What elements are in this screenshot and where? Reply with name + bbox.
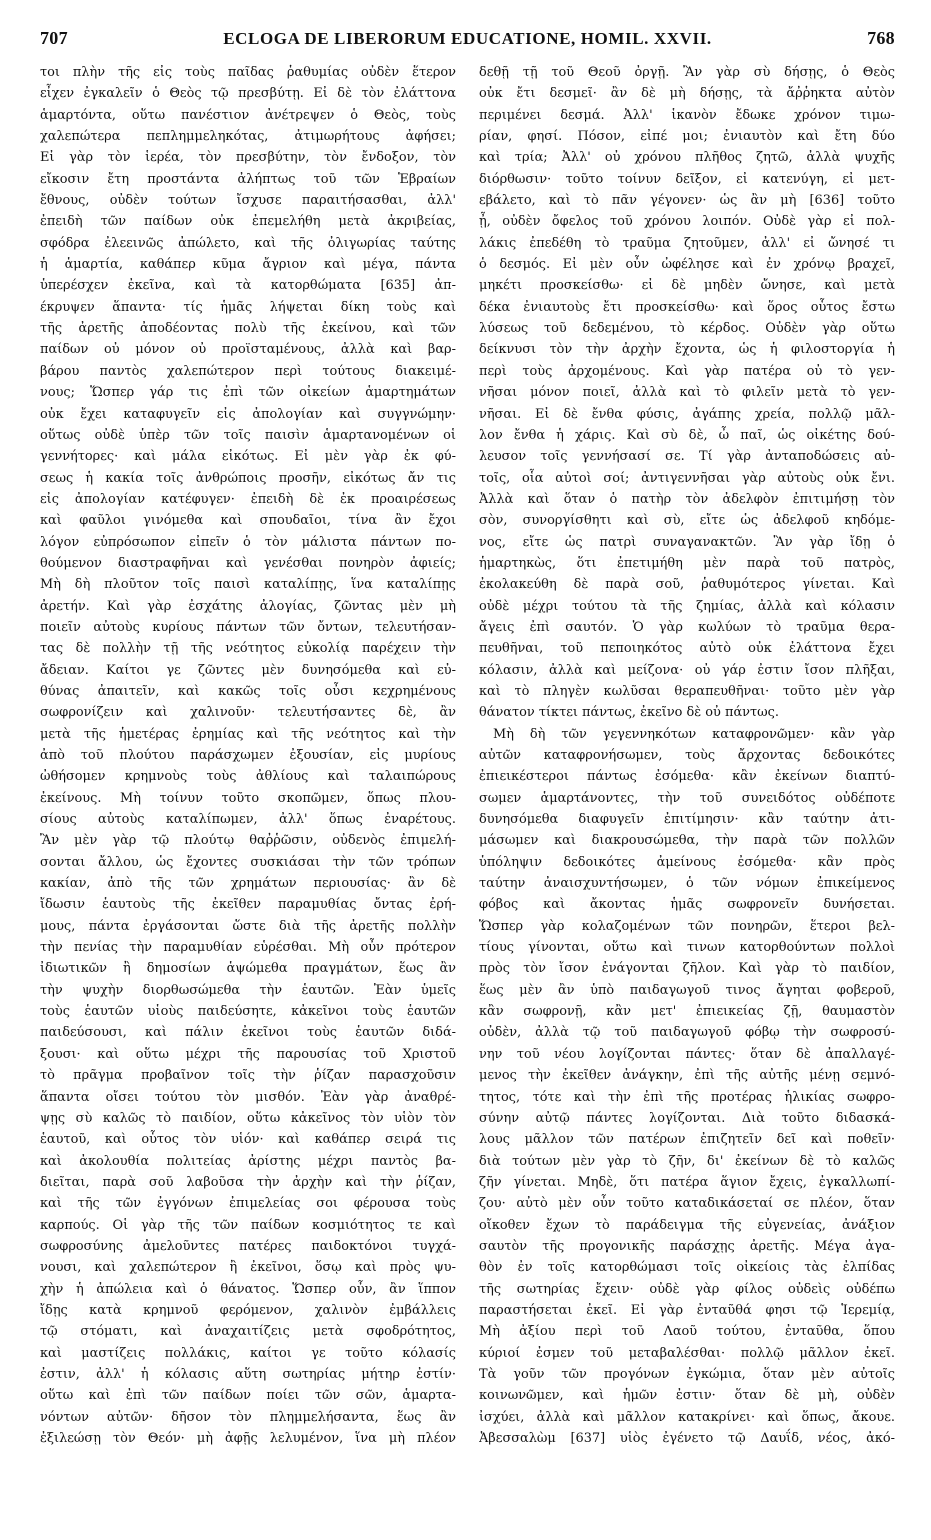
text-line: ὠθήσομεν κρημνοὺς τοὺς ἀθλίους καὶ ταλαιπώρους xyxy=(40,769,456,785)
text-line: παίδων οὐ μόνον οὐ προϊσταμένους, ἀλλὰ καὶ βαρ- xyxy=(40,342,456,358)
text-line: βάρου παντὸς χαλεπώτερον περὶ τούτους διακειμέ- xyxy=(40,363,456,379)
text-line: νόντων αὐτῶν· δῆσον τὸν πλημμελήσαντα, ἕως ἂν xyxy=(40,1409,456,1425)
text-line: σὸν, συνοργίσθητι καὶ σὺ, εἴτε ὡς ἀδελφοῦ κηδόμε- xyxy=(479,513,895,529)
text-line: μετὰ τῆς ἡμετέρας ἐρημίας καὶ τῆς νεότητος καὶ τὴν xyxy=(40,726,456,742)
text-line: καὶ τρία; Ἀλλ' οὐ χρόνου πλῆθος ζητῶ, ἀλλὰ ψυχῆς xyxy=(479,150,895,166)
text-line: κόλασιν, ἀλλὰ καὶ μείζονα· οὐ γάρ ἐστιν ἴσον πλῆξαι, xyxy=(479,662,895,678)
text-line: ἅπαντα οἴσει τούτου τὸν μισθόν. Ἐὰν γὰρ ἀναθρέ- xyxy=(40,1089,456,1105)
text-line: ἐξιλεώσῃ τὸν Θεόν· μὴ ἀφῇς λελυμένον, ἵνα μὴ πλέον xyxy=(40,1431,456,1446)
text-line: ἄδειαν. Καίτοι γε ζῶντες μὲν δυνησόμεθα καὶ εὐ- xyxy=(40,662,456,678)
text-line: ἕως μὲν ἂν ὑπὸ παιδαγωγοῦ τινος ἄγηται φοβεροῦ, xyxy=(479,982,895,998)
text-line: οἴκοθεν ἔχων τὸ παράδειγμα τῆς εὐγενείας, ἀνάξιον xyxy=(479,1217,895,1233)
text-line: ἀπὸ τοῦ πλούτου παράσχωμεν ἐξουσίαν, εἰς μυρίους xyxy=(40,748,456,763)
text-line: ποιεῖν αὐτοὺς κυρίους πάντων τῶν ὄντων, τελευτήσαν- xyxy=(40,619,456,635)
running-head xyxy=(40,28,895,58)
text-line: ζῆν γίνεται. Μηδὲ, ὅτι πατέρα ἅγιον ἔχεις, ἐγκαλλωπί- xyxy=(479,1174,895,1190)
text-line: νους; Ὥσπερ γάρ τις ἐπὶ τῶν οἰκείων ἁμαρτημάτων xyxy=(40,385,456,401)
text-line: περὶ τοὺς ἀρχομένους. Καὶ γὰρ πατέρα οὐ τὸ γεν- xyxy=(479,363,895,379)
text-line: τοῖς, οἷα αὐτοὶ σοί; ἀντιγεννῆσαι γὰρ αὐτοὺς οὐκ ἔνι. xyxy=(479,470,895,486)
text-line: τοι πλὴν τῆς εἰς τοὺς παῖδας ῥαθυμίας οὐδὲν ἕτερον xyxy=(40,65,456,80)
text-line: ἄγεις ἐπὶ σαυτόν. Ὁ γὰρ κωλύων τὸ τραῦμα θερα- xyxy=(479,619,895,635)
text-line: γεννήτορες· καὶ μάλα εἰκότως. Εἰ μὲν γὰρ ἐκ φύ- xyxy=(40,449,456,465)
text-line: μηκέτι προσκείσθω· εἰ δὲ μηδὲν ὤνησε, καὶ μετὰ xyxy=(479,278,895,294)
text-line: παραστήσεται ἐκεῖ. Εἰ γὰρ ἐνταῦθά φησι τῷ Ἱερεμίᾳ, xyxy=(479,1302,895,1318)
text-line: σίους αὐτοὺς καταλίπωμεν, ἀλλ' ὅπως ἐναρέτους. xyxy=(40,812,456,828)
text-line: διὰ τούτων μὲν γὰρ τὸ ζῆν, δι' ἐκείνων δὲ τὸ καλῶς xyxy=(479,1153,895,1169)
text-line: ἁμαρτόντα, οὕτω πανέστιον ἀνέτρεψεν ὁ Θεὸς, τοὺς xyxy=(40,107,456,123)
text-line: τὸ πρᾶγμα προβαῖνον τοῖς τὴν ῥίζαν παρασχοῦσιν xyxy=(40,1068,456,1084)
text-line: ἐστιν, ἀλλ' ἡ κόλασις αὕτη σωτηρίας μήτηρ ἐστίν· xyxy=(40,1366,456,1382)
text-line: τοὺς ἑαυτῶν υἱοὺς παιδεύσητε, κἀκεῖνοι τοὺς ἑαυτῶν xyxy=(40,1004,456,1020)
text-line: ἐκολακεύθη δὲ παρὰ σοῦ, ῥαθυμότερος γίνεται. Καὶ xyxy=(479,577,895,593)
text-line: τὴν ψυχὴν διορθωσώμεθα τὴν ἑαυτῶν. Ἐὰν ὑμεῖς xyxy=(40,982,456,998)
text-line: οὐκ ἔχει καταφυγεῖν εἰς ἀπολογίαν καὶ συγγνώμην· xyxy=(40,406,456,422)
text-line: τῷ στόματι, καὶ ἀναχαιτίζεις μετὰ σφοδρότητος, xyxy=(40,1324,456,1340)
text-line: μενος τὴν ἐκεῖθεν ἀνάγκην, ἐπὶ τῆς αὐτῆς μένῃ σεμνό- xyxy=(479,1068,895,1084)
text-line: δεθῇ τῇ τοῦ Θεοῦ ὀργῇ. Ἂν γὰρ σὺ δήσῃς, ὁ Θεὸς xyxy=(479,65,895,80)
text-line: ξουσι· καὶ οὕτω μέχρι τῆς παρουσίας τοῦ Χριστοῦ xyxy=(40,1046,456,1062)
text-line: λους μᾶλλον τῶν πατέρων ἐπιζητεῖν δεῖ καὶ ποθεῖν· xyxy=(479,1132,895,1148)
text-line: θούμενον διαστραφῆναι καὶ γενέσθαι πονηρὸν ἀφιείς; xyxy=(40,555,456,571)
text-line: ἰδιωτικῶν ἢ δημοσίων ἁψώμεθα πραγμάτων, ἕως ἂν xyxy=(40,961,456,977)
text-line: διόρθωσιν· τοῦτο τοίνυν δεῖξον, εἰ κατενύγη, εἰ μετ- xyxy=(479,171,895,187)
text-line: πευθῆναι, τοῦ πεποιηκότος αὐτὸ οὐκ ἐλάττονα ἔχει xyxy=(479,641,895,657)
text-line: οὐδὲ μέχρι τούτου τὰ τῆς ζημίας, ἀλλὰ καὶ κόλασιν xyxy=(479,598,895,614)
text-line: ἡμαρτηκὼς, ὅτι ἐπετιμήθη μὲν παρὰ τοῦ πατρὸς, xyxy=(479,555,895,571)
text-line: νος, εἴτε ὡς πατρὶ συναγανακτῶν. Ἂν γὰρ ἴδῃ ὁ xyxy=(479,534,895,550)
text-line: ἴδῃς κατὰ κρημνοῦ φερόμενον, χαλινὸν ἐμβάλλεις xyxy=(40,1302,456,1318)
text-line: τῆς ἀρετῆς ἀποδέοντας πολὺ τῆς ἐκείνου, καὶ τῶν xyxy=(40,321,456,337)
text-line: οὐκ ἔτι δεσμεῖ· ἂν δὲ μὴ δήσῃς, τὰ ἄῤῥηκτα αὐτὸν xyxy=(479,86,895,102)
text-line: ρίαν, φησί. Πόσον, εἰπέ μοι; ἐνιαυτὸν καὶ ἔτη δύο xyxy=(479,129,895,145)
text-line: έκρυψεν ἅπαντα· τίς ἡμᾶς λήψεται δίκη τοὺς καὶ xyxy=(40,299,456,315)
text-line: νουσι, καὶ χαλεπώτερον ἢ ἐκεῖνοι, ὅσῳ καὶ πρὸς ψυ- xyxy=(40,1260,456,1276)
text-line: σονται ἄλλου, ὡς ἔχοντες συσκιάσαι τὴν τῶν τρόπων xyxy=(40,854,456,870)
text-line: Ὥσπερ γὰρ κολαζομένων τῶν πονηρῶν, ἕτεροι βελ- xyxy=(479,918,895,934)
text-line: ἐκείνους. Μὴ τοίνυν τοῦτο σκοπῶμεν, ὅπως πλου- xyxy=(40,790,456,806)
text-line: ἐπιεικέστεροι πάντως ἐσόμεθα· κἂν ἐκείνων διαπτύ- xyxy=(479,769,895,785)
text-line: θὸν ἐν τοῖς κατορθώμασι τοῖς οἰκείοις τὰς ἐλπίδας xyxy=(479,1260,895,1276)
text-line: Ἂν μὲν γὰρ τῷ πλούτῳ θαῤῥῶσιν, οὐδενὸς ἐπιμελή- xyxy=(40,833,456,849)
text-line: καὶ φαῦλοι γινόμεθα καὶ σπουδαῖοι, τίνα ἂν ἔχοι xyxy=(40,513,456,529)
text-line: ἔθνους, οὐδὲν τούτων ἴσχυσε παραιτήσασθαι, ἀλλ' xyxy=(40,193,456,209)
text-line: δυνησόμεθα διαφυγεῖν ἐπιτίμησιν· κἂν ταύτην ἀτι- xyxy=(479,812,895,828)
text-line: καρπούς. Οἱ γὰρ τῆς τῶν παίδων κοσμιότητος τε καὶ xyxy=(40,1217,456,1233)
right-page-number: 768 xyxy=(867,28,895,48)
text-line: μάσωμεν καὶ διακρουσώμεθα, τὴν παρὰ τῶν πολλῶν xyxy=(479,833,895,849)
text-line: Ἀβεσσαλὼμ [637] υἱὸς ἐγένετο τῷ Δαυΐδ, νέος, ἀκό- xyxy=(479,1431,895,1446)
text-line: ἴδωσιν ἑαυτοὺς τῆς ἐκεῖθεν παραμυθίας ὄντας ἐρή- xyxy=(40,897,456,913)
text-line: ὑπερέσχεν ἐκεῖνα, καὶ τὰ κατορθώματα [635] ἀπ- xyxy=(40,278,456,294)
text-line: σαυτὸν τῆς προγονικῆς παράσχῃς ἀρετῆς. Μέγα ἀγα- xyxy=(479,1238,895,1254)
left-column xyxy=(40,62,456,1449)
text-line: Τὰ γοῦν τῶν προγόνων ἐγκώμια, ὅταν μὲν αὐτοῖς xyxy=(479,1366,895,1382)
text-line: τίους γίνονται, οὕτω καὶ τινων κατορθούντων πολλοὶ xyxy=(479,940,895,956)
text-line: ἰσχύει, ἀλλὰ καὶ μᾶλλον κατακρίνει· καὶ ὅπως, ἄκουε. xyxy=(479,1409,895,1425)
text-line: λον ἔνθα ἡ χάρις. Καὶ σὺ δὲ, ὦ παῖ, ὡς οἰκέτης δού- xyxy=(479,427,895,443)
text-line: τητος, τότε καὶ τὴν ἐπὶ τῆς προτέρας ἡλικίας σωφρο- xyxy=(479,1089,895,1105)
text-line: ψῃς σὺ καλῶς τὸ παιδίον, οὕτω κἀκεῖνος τὸν υἱὸν τὸν xyxy=(40,1110,456,1126)
text-line: σφόδρα ἐλεεινῶς ἀπώλετο, καὶ τῆς ὀλιγωρίας ταύτης xyxy=(40,235,456,251)
text-line: λύσεως τοῦ δεδεμένου, τὸ κέρδος. Οὐδὲν γὰρ οὕτω xyxy=(479,321,895,337)
text-line: ᾖ, οὐδὲν ὄφελος τοῦ χρόνου λοιπόν. Οὐδὲ γὰρ εἰ πολ- xyxy=(479,214,895,230)
text-line: εβάλετο, καὶ τὸ πᾶν γέγονεν· ὡς ἂν μὴ [636] τοῦτο xyxy=(479,193,895,209)
text-line: θάνατον τίκτει πάντως, ἐκεῖνο δὲ οὐ πάντως. xyxy=(479,705,779,721)
text-line: εἴκοσιν ἔτη προστάντα ἀλήπτως τοῦ τῶν Ἑβραίων xyxy=(40,171,456,187)
text-line: διεῖται, παρὰ σοῦ λαβοῦσα τὴν ἀρχὴν καὶ τὴν ῥίζαν, xyxy=(40,1174,456,1190)
text-line: σωφρονίζειν καὶ χαλινοῦν· τελευτήσαντες δὲ, ἂν xyxy=(40,705,456,721)
text-line: Μὴ δὴ τῶν γεγεννηκότων καταφρονῶμεν· κἂν γὰρ xyxy=(493,726,895,742)
text-line: φόβος καὶ ἄκοντας ἡμᾶς σωφρονεῖν δυνήσεται. xyxy=(479,897,895,913)
text-line: Μὴ δὴ πλοῦτον τοῖς παισὶ καταλίπῃς, ἵνα καταλίπῃς xyxy=(40,577,456,593)
text-line: ὑπόληψιν δεδοικότες ἀμείνους ἐσόμεθα· κἂν πρὸς xyxy=(479,854,895,870)
text-line: σωμεν ἁμαρτάνοντες, τὴν τοῦ συνειδότος οὐδέποτε xyxy=(479,790,895,806)
running-title: ECLOGA DE LIBERORUM EDUCATIONE, HOMIL. XXVII. xyxy=(223,29,712,48)
text-line: σεως ἡ κακία τοῖς ἀνθρώποις προσῆν, εἰκότως ἄν τις xyxy=(40,470,456,486)
text-line: κἂν σωφρονῇ, κἂν μετ' ἐπιεικείας ζῇ, θαυμαστὸν xyxy=(479,1004,895,1020)
text-line: εἰς ἀπολογίαν κατέφυγεν· ἐπειδὴ δὲ ἐκ προαιρέσεως xyxy=(40,491,456,507)
text-line: χαλεπώτερα πεπλημμεληκότας, ἀτιμωρήτους ἀφήσει; xyxy=(40,129,456,145)
text-line: κύριοί ἐσμεν τοῦ μεταβαλέσθαι· πολλῷ μᾶλλον ἐκεῖ. xyxy=(479,1345,895,1361)
text-line: σύνην αὐτῷ πάντες λογίζονται. Διὰ τοῦτο διδασκά- xyxy=(479,1110,895,1126)
text-line: τας δὲ πολλὴν τῇ τῆς νεότητος εὐκολίᾳ παρέχειν τὴν xyxy=(40,641,456,657)
text-line: νῆσαι. Εἰ δὲ ἔνθα φύσις, ἀγάπης χρεία, πολλῷ μᾶλ- xyxy=(479,406,895,422)
text-line: σωφροσύνης ἀμελοῦντες πατέρες παιδοκτόνοι τυγχά- xyxy=(40,1238,456,1254)
text-line: ὁ δεσμός. Εἰ μὲν οὖν ὠφέλησε καὶ ἐν χρόνῳ βραχεῖ, xyxy=(479,257,895,273)
text-line: Ἀλλὰ καὶ ὅταν ὁ πατὴρ τὸν ἀδελφὸν ἐπιτιμήσῃ τὸν xyxy=(479,491,895,507)
text-line: τῆς σωτηρίας ἔχειν· οὐδὲ γὰρ φίλος οὐδεὶς οὐδέπω xyxy=(479,1281,895,1297)
text-columns xyxy=(40,62,895,1449)
text-line: νην τοῦ νέου λογίζονται πάντες· ὅταν δὲ ἀπαλλαγέ- xyxy=(479,1046,895,1062)
text-line: ἡ ἁμαρτία, καθάπερ κῦμα ἄγριον καὶ μέγα, πάντα xyxy=(40,257,456,273)
text-line: κακίαν, ἀπὸ τῆς τῶν χρημάτων περιουσίας· ἂν δὲ xyxy=(40,876,456,892)
text-line: οὕτως οὐδὲ ὑπὲρ τῶν τοῖς παισὶν ἁμαρτανομένων οἱ xyxy=(40,427,456,443)
right-column xyxy=(479,62,895,1449)
text-line: οὕτω καὶ ἐπὶ τῶν παίδων ποίει τῶν σῶν, ἁμαρτα- xyxy=(40,1388,456,1404)
text-line: νῆσαι μόνον ποιεῖ, ἀλλὰ καὶ τὸ φιλεῖν μετὰ τὸ γεν- xyxy=(479,385,895,401)
text-line: μους, πάντα ἐργάσονται ὥστε διὰ τῆς ἀρετῆς πολλὴν xyxy=(40,918,456,934)
text-line: κοινωνῶμεν, καὶ ἡμῶν ἐστιν· ὅταν δὲ μὴ, οὐδὲν xyxy=(479,1388,895,1404)
text-line: ταύτην ἀναισχυντήσωμεν, ὁ τῶν νόμων ἐπικείμενος xyxy=(479,876,895,892)
text-line: καὶ τὸ πληγὲν κωλῦσαι θεραπευθῆναι· τοῦτο μὲν γὰρ xyxy=(479,683,895,699)
text-line: ἑαυτοῦ, καὶ οὗτος τὸν υἱόν· καὶ καθάπερ σειρά τις xyxy=(40,1132,456,1148)
text-line: παιδεύσουσι, καὶ πάλιν ἐκεῖνοι τοὺς ἑαυτῶν διδά- xyxy=(40,1025,456,1041)
text-line: λευσον τοῖς γεννήσασί σε. Τί γὰρ ἀνταποδώσεις αὐ- xyxy=(479,449,895,465)
text-line: λόγον εὐπρόσωπον εἰπεῖν ὁ τὸν μάλιστα πάντων πο- xyxy=(40,534,456,550)
text-line: τὴν πενίας τὴν παραμυθίαν εὑρέσθαι. Μὴ οὖν πρότερον xyxy=(40,940,456,956)
text-line: χὴν ἡ ἀπώλεια καὶ ὁ θάνατος. Ὥσπερ οὖν, ἂν ἵππον xyxy=(40,1281,456,1297)
text-line: καὶ ἀκολουθία πολιτείας ἀρίστης μέχρι παντὸς βα- xyxy=(40,1153,456,1169)
text-line: θύνας ἀπαιτεῖν, καὶ κακῶς τοῖς οὖσι κεχρημένους xyxy=(40,683,456,699)
text-line: Μὴ ἀξίου περὶ τοῦ Λαοῦ τούτου, ἐνταῦθα, ὅπου xyxy=(479,1324,895,1340)
text-line: αὐτῶν καταφρονήσωμεν, τοὺς ἄρχοντας δεδοικότες xyxy=(479,748,895,763)
text-line: ἐπειδὴ τῶν παίδων οὐκ ἐπεμελήθη μετὰ ἀκριβείας, xyxy=(40,214,456,230)
text-line: καὶ τῆς τῶν ἐγγόνων ἐπιμελείας σοι φέρουσα τοὺς xyxy=(40,1196,456,1212)
text-line: δέκα ἐνιαυτοὺς ἔτι προσκείσθω· καὶ ὅρος οὗτος ἔστω xyxy=(479,299,895,315)
text-line: πρὸς τὸν ἴσον ἐνάγονται ζῆλον. Καὶ γὰρ τὸ παιδίον, xyxy=(479,961,895,977)
text-line: καὶ μαστίζεις πολλάκις, καίτοι γε τοῦτο κόλασίς xyxy=(40,1345,456,1361)
text-line: εἶχεν ἐγκαλεῖν ὁ Θεὸς τῷ πρεσβύτῃ. Εἰ δὲ τὸν ἐλάττονα xyxy=(40,86,456,102)
text-line: δείκνυσι τὸν τὴν ἀρχὴν ἔχοντα, ὡς ἡ φιλοστοργία ἡ xyxy=(479,342,895,358)
text-line: οὐδὲν, ἀλλὰ τῷ τοῦ παιδαγωγοῦ φόβῳ τὴν σωφροσύ- xyxy=(479,1025,895,1041)
text-line: λάκις ἐπεδέθη τὸ τραῦμα ζητοῦμεν, ἀλλ' εἰ ὤνησέ τι xyxy=(479,235,895,251)
text-line: ζου· αὐτὸ μὲν οὖν τοῦτο καταδικάσεταί σε πλέον, ὅταν xyxy=(479,1196,895,1212)
text-line: Εἰ γὰρ τὸν ἱερέα, τὸν πρεσβύτην, τὸν ἔνδοξον, τὸν xyxy=(40,150,456,166)
left-page-number: 707 xyxy=(40,28,68,48)
text-line: περιμένει δεσμά. Ἀλλ' ἱκανὸν ἔδωκε χρόνον τιμω- xyxy=(479,107,895,123)
text-line: ἀρετήν. Καὶ γὰρ ἐσχάτης ἀλογίας, ζῶντας μὲν μὴ xyxy=(40,598,456,614)
